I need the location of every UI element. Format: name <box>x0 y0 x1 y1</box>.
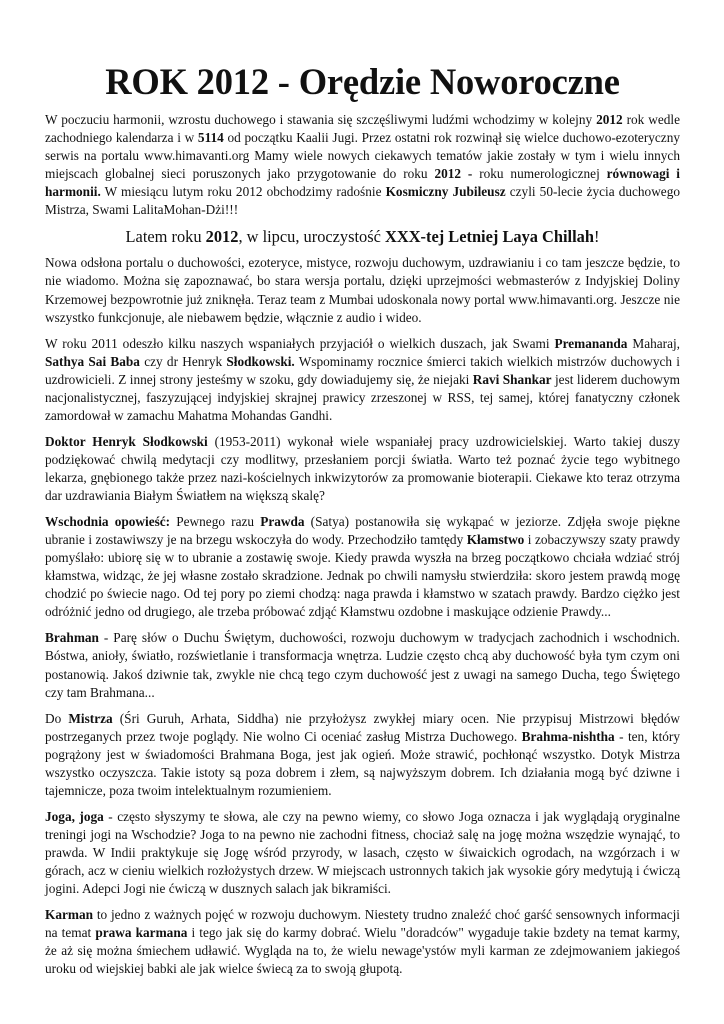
bold-text: 2012 - <box>434 166 473 182</box>
text-segment: to jedno z ważnych pojęć w rozwoju duchowym. Niestety trudno znaleźć choć garść sensownych informacji na temat <box>45 907 680 941</box>
bold-text: prawa karmana <box>95 925 188 941</box>
text-segment: roku numerologicznej <box>472 166 607 182</box>
text-segment: rok wedle zachodniego kalendarza i w <box>45 112 680 146</box>
bold-text: Kłamstwo <box>466 532 525 548</box>
text-segment: - ten, który pogrążony jest w świadomości Brahmana Boga, jest jak ogień. Może strawić, pochłonąć wszystko. Dotyk Mistrza wszystko oczyszcza. Takie istoty są poza dobrem i złem, są najwyższym dobrem. Ich działania mogą być dziwne i tajemnicze, poza twoim intelektualnym rozumieniem. <box>45 728 680 798</box>
bold-text: Ravi Shankar <box>472 371 552 387</box>
text-segment: Wspominamy rocznice śmierci takich wielkich mistrzów duchowych i uzdrowicieli. Z innej strony jesteśmy w szoku, gdy dowiadujemy się, że niejaki <box>45 353 681 387</box>
bold-text: Doktor Henryk Słodkowski <box>45 433 208 449</box>
paragraph <box>45 111 680 220</box>
text-segment: czy dr Henryk <box>139 353 227 369</box>
text-segment: Maharaj, <box>627 335 680 351</box>
bold-text: Sathya Sai Baba <box>45 353 140 369</box>
text-segment: - Parę słów o Duchu Świętym, duchowości, rozwoju duchowym w tradycjach zachodnich i wschodnich. Bóstwa, anioły, światło, rozświetlanie i transformacja wnętrza. Ludzie często chcą aby duchowość była tym czym oni postanowią. Jakoś dziwnie tak, zwykle nie chcą tego czym duchowość jest z uwagi na samego Ducha, tego Świętego czy tam Brahmana... <box>45 630 680 700</box>
bold-text: Prawda <box>260 513 305 529</box>
text-segment: (Śri Guruh, Arhata, Siddha) nie przyłożysz zwykłej miary ocen. Nie przypisuj Mistrzowi błędów postrzeganych przez twoje poglądy. Nie wolno Ci oceniać zasług Mistrza Duchowego. <box>45 710 680 744</box>
paragraph <box>45 629 680 701</box>
paragraph <box>45 335 680 425</box>
text-segment: Nowa odsłona portalu o duchowości, ezoteryce, mistyce, rozwoju duchowym, uzdrawianiu i co tam jeszcze będzie, to nie wiadomo. Można się zapoznawać, bo stara wersja portalu, dzięki uprzejmości webmasterów z Indyjskiej Doliny Krzemowej bezpowrotnie już zniknęła. Teraz team z Mumbai udoskonala nowy portal www.himavanti.org. Jeszcze nie wszystko funkcjonuje, ale niebawem będzie, włącznie z audio i wideo. <box>45 255 680 325</box>
bold-text: Mistrza <box>68 710 113 726</box>
text-segment: - często słyszymy te słowa, ale czy na pewno wiemy, co słowo Joga oznacza i jak wyglądają oryginalne treningi jogi na Wschodzie? Joga to na pewno nie zachodni fitness, chociaż salę na jogę można wszędzie wynająć, to prawda. W Indii praktykuje się Jogę wśród przyrody, w lasach, często w śiwaickich ogrodach, na wzgórzach i w górach, acz w cieniu wielkich rozłożystych drzew. W miejscach ustronnych takich jak wysokie góry medytują i ćwiczą jogini. Adepci Jogi nie ćwiczą w dusznych salach jak bikramiści. <box>45 808 681 897</box>
paragraph <box>45 808 680 898</box>
bold-text: XXX-tej Letniej Laya Chillah <box>385 227 594 247</box>
bold-text: Joga, joga <box>45 808 104 824</box>
paragraph <box>45 906 680 978</box>
text-segment: ! <box>593 227 600 247</box>
bold-text: Brahman <box>45 630 99 646</box>
paragraph <box>45 513 680 622</box>
article-body <box>45 111 680 978</box>
paragraph <box>45 710 680 800</box>
bold-text: 2012 <box>596 112 623 127</box>
subheading <box>45 227 680 247</box>
text-segment: W miesiącu lutym roku 2012 obchodzimy radośnie <box>100 184 386 200</box>
text-segment: Do <box>45 710 69 726</box>
bold-text: równowagi i harmonii. <box>45 166 680 200</box>
text-segment: jest liderem duchowym nacjonalistycznej, faszyzującej indyjskiej skrajnej prawicy zrzeszonej w RSS, tej samej, której fanatyczny członek zamordował w zamachu Mahatma Mohandas Gandhi. <box>45 371 681 423</box>
text-segment: Latem roku <box>125 227 206 247</box>
paragraph <box>45 254 680 326</box>
page-title: ROK 2012 - Orędzie Noworoczne <box>105 61 620 102</box>
text-segment: Pewnego razu <box>170 513 261 529</box>
text-segment: (Satya) postanowiła się wykąpać w jeziorze. Zdjęła swoje piękne ubranie i zostawiwszy je na brzegu wskoczyła do wody. Przechodziło tamtędy <box>45 513 680 548</box>
text-segment: od początku Kaalii Jugi. Przez ostatni rok rozwinął się wielce duchowo-ezoteryczny serwis na portalu www.himavanti.org Mamy wiele nowych ciekawych tematów jakie zostały w tym i wielu innych miejscach globalnej sieci poruszonych jako przygotowanie do roku <box>45 130 680 182</box>
bold-text: Premananda <box>554 335 628 351</box>
text-segment: W poczuciu harmonii, wzrostu duchowego i stawania się szczęśliwymi ludźmi wchodzimy w kolejny <box>45 112 597 127</box>
bold-text: Wschodnia opowieść: <box>45 513 171 529</box>
text-segment: czyli 50-lecie życia duchowego Mistrza, Swami LalitaMohan-Dżi!!! <box>45 184 681 218</box>
paragraph <box>45 433 680 505</box>
bold-text: Słodkowski. <box>226 353 295 369</box>
text-segment: (1953-2011) wykonał wiele wspaniałej pracy uzdrowicielskiej. Warto takiej duszy podziękować chwilą medytacji czy modlitwy, przesłaniem porcji światła. Warto też poznać życie tego wybitnego lekarza, gnębionego także przez nazi-kościelnych inkwizytorów za promowanie bioterapii. Ciekawe kto teraz otrzyma dar uzdrawiania Białym Światłem na większą skalę? <box>45 433 680 504</box>
bold-text: Brahma-nishtha <box>521 728 615 744</box>
bold-text: 5114 <box>197 130 224 146</box>
text-segment: i zobaczywszy szaty prawdy pomyślało: ubiorę się w to ubranie a zostawię swoje. Kiedy prawda wyszła na brzeg początkowo chciała wdziać strój kłamstwa, widząc, że jej własne zostało skradzione. Jednak po chwili namysłu stwierdziła: skoro jestem prawdą mogę chodzić po świecie nago. Od tej pory po ziemi chodzą: naga prawda i kłamstwo w szatach prawdy. Bardzo ciężko jest odróżnić jedno od drugiego, ale trzeba próbować zdjąć Kłamstwu ozdobne i maskujące odzienie Prawdy... <box>45 532 680 620</box>
text-segment: , w lipcu, uroczystość <box>238 227 386 247</box>
text-segment: W roku 2011 odeszło kilku naszych wspaniałych przyjaciół o wielkich duszach, jak Swami <box>45 335 555 351</box>
bold-text: Kosmiczny Jubileusz <box>385 184 506 200</box>
bold-text: Karman <box>45 907 94 923</box>
text-segment: i tego jak się do karmy dobrać. Wielu "doradców" wygaduje takie bzdety na temat karmy, że aż się można śmiechem udławić. Wygląda na to, że wielu newage'ystów myli karman ze zdejmowaniem jakiegoś uroku od wiejskiej babki ale jak wielce świecą za to swoją głupotą. <box>45 925 680 977</box>
bold-text: 2012 <box>205 227 239 247</box>
